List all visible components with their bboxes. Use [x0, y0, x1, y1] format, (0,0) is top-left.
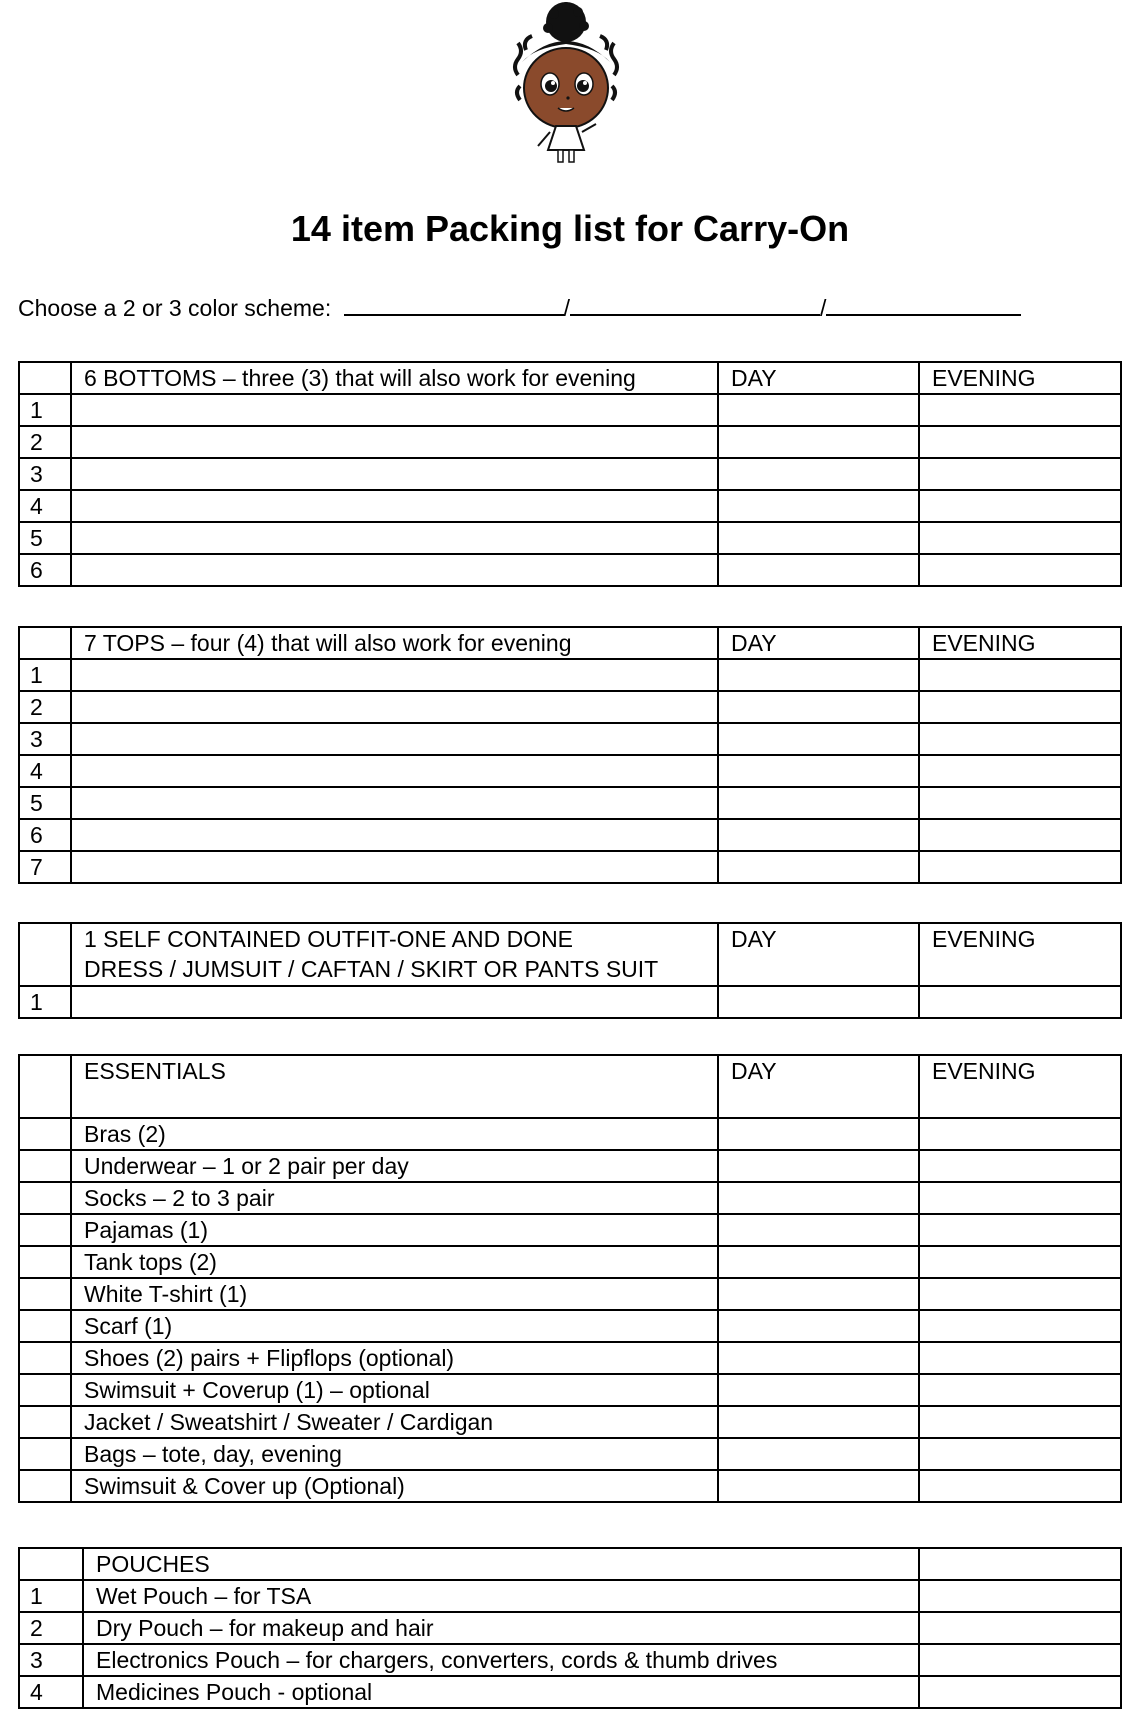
row-number: 4 [19, 1676, 83, 1708]
color-scheme-field-2[interactable] [570, 292, 820, 316]
table-header-row [19, 1055, 1121, 1118]
table-row [19, 1246, 1121, 1278]
evening-cell[interactable] [919, 986, 1121, 1018]
day-cell[interactable] [718, 659, 919, 691]
evening-cell[interactable] [919, 1470, 1121, 1502]
essentials-header: ESSENTIALS [71, 1055, 718, 1118]
table-row [19, 1118, 1121, 1150]
essential-item: Jacket / Sweatshirt / Sweater / Cardigan [71, 1406, 718, 1438]
color-scheme-separator: / [820, 295, 827, 321]
table-row [19, 1438, 1121, 1470]
row-number: 7 [19, 851, 71, 883]
day-cell[interactable] [718, 1214, 919, 1246]
item-cell[interactable] [71, 691, 718, 723]
outfit-header-line1: 1 SELF CONTAINED OUTFIT-ONE AND DONE [84, 926, 574, 952]
essential-item: Bags – tote, day, evening [71, 1438, 718, 1470]
essentials-table [18, 1054, 1122, 1503]
check-cell[interactable] [919, 1676, 1121, 1708]
day-cell[interactable] [718, 522, 919, 554]
cartoon-girl-icon [498, 0, 638, 165]
pouch-item: Wet Pouch – for TSA [83, 1580, 919, 1612]
item-cell[interactable] [71, 522, 718, 554]
item-cell[interactable] [71, 490, 718, 522]
day-cell[interactable] [718, 1374, 919, 1406]
evening-cell[interactable] [919, 1278, 1121, 1310]
table-row [19, 490, 1121, 522]
item-cell[interactable] [71, 659, 718, 691]
color-scheme-separator: / [563, 295, 570, 321]
evening-cell[interactable] [919, 554, 1121, 586]
page-title: 14 item Packing list for Carry-On [290, 208, 850, 249]
evening-cell[interactable] [919, 1374, 1121, 1406]
essential-item: Underwear – 1 or 2 pair per day [71, 1150, 718, 1182]
evening-cell[interactable] [919, 394, 1121, 426]
evening-cell[interactable] [919, 1342, 1121, 1374]
table-row [19, 787, 1121, 819]
row-number: 2 [19, 1612, 83, 1644]
table-row [19, 394, 1121, 426]
evening-cell[interactable] [919, 1406, 1121, 1438]
num-cell [19, 1438, 71, 1470]
row-number: 1 [19, 394, 71, 426]
row-number: 1 [19, 986, 71, 1018]
item-cell[interactable] [71, 755, 718, 787]
evening-cell[interactable] [919, 1150, 1121, 1182]
evening-cell[interactable] [919, 426, 1121, 458]
row-number: 1 [19, 659, 71, 691]
num-cell [19, 1214, 71, 1246]
evening-cell[interactable] [919, 755, 1121, 787]
evening-cell[interactable] [919, 723, 1121, 755]
row-number: 5 [19, 787, 71, 819]
evening-cell[interactable] [919, 1214, 1121, 1246]
table-row [19, 1612, 1121, 1644]
pouch-item: Electronics Pouch – for chargers, converters, cords & thumb drives [83, 1644, 919, 1676]
evening-cell[interactable] [919, 787, 1121, 819]
evening-cell[interactable] [919, 691, 1121, 723]
day-cell[interactable] [718, 1342, 919, 1374]
table-header-row [19, 627, 1121, 659]
evening-cell[interactable] [919, 659, 1121, 691]
day-cell[interactable] [718, 1438, 919, 1470]
evening-header: EVENING [919, 923, 1121, 986]
table-row [19, 1470, 1121, 1502]
outfit-table [18, 922, 1122, 1019]
evening-cell[interactable] [919, 851, 1121, 883]
table-row [19, 851, 1121, 883]
num-cell [19, 1278, 71, 1310]
table-row [19, 1310, 1121, 1342]
row-number: 5 [19, 522, 71, 554]
table-row [19, 755, 1121, 787]
num-header-cell [19, 362, 71, 394]
num-header-cell [19, 1055, 71, 1118]
evening-header: EVENING [919, 627, 1121, 659]
evening-cell[interactable] [919, 490, 1121, 522]
num-cell [19, 1246, 71, 1278]
day-header: DAY [718, 923, 919, 986]
table-row [19, 1278, 1121, 1310]
pouch-item: Dry Pouch – for makeup and hair [83, 1612, 919, 1644]
check-cell[interactable] [919, 1580, 1121, 1612]
item-cell[interactable] [71, 458, 718, 490]
day-cell[interactable] [718, 1310, 919, 1342]
evening-cell[interactable] [919, 1246, 1121, 1278]
table-header-row [19, 923, 1121, 986]
check-cell[interactable] [919, 1644, 1121, 1676]
day-cell[interactable] [718, 458, 919, 490]
num-cell [19, 1374, 71, 1406]
check-cell[interactable] [919, 1612, 1121, 1644]
table-header-row [19, 362, 1121, 394]
color-scheme-field-3[interactable] [826, 292, 1021, 316]
bottoms-header: 6 BOTTOMS – three (3) that will also work for evening [71, 362, 718, 394]
day-cell[interactable] [718, 691, 919, 723]
item-cell[interactable] [71, 426, 718, 458]
day-cell[interactable] [718, 1278, 919, 1310]
table-row [19, 522, 1121, 554]
day-cell[interactable] [718, 394, 919, 426]
day-cell[interactable] [718, 787, 919, 819]
evening-cell[interactable] [919, 819, 1121, 851]
num-cell [19, 1470, 71, 1502]
table-row [19, 1214, 1121, 1246]
color-scheme-field-1[interactable] [344, 292, 564, 316]
row-number: 6 [19, 554, 71, 586]
table-row [19, 1406, 1121, 1438]
item-cell[interactable] [71, 723, 718, 755]
evening-cell[interactable] [919, 458, 1121, 490]
num-cell [19, 1118, 71, 1150]
essential-item: Swimsuit & Cover up (Optional) [71, 1470, 718, 1502]
day-header: DAY [718, 362, 919, 394]
row-number: 4 [19, 490, 71, 522]
check-header-cell [919, 1548, 1121, 1580]
tops-table [18, 626, 1122, 884]
table-row [19, 458, 1121, 490]
table-row [19, 1150, 1121, 1182]
tops-header: 7 TOPS – four (4) that will also work for evening [71, 627, 718, 659]
day-header: DAY [718, 627, 919, 659]
table-row [19, 554, 1121, 586]
item-cell[interactable] [71, 787, 718, 819]
item-cell[interactable] [71, 851, 718, 883]
row-number: 2 [19, 691, 71, 723]
table-row [19, 691, 1121, 723]
bottoms-table [18, 361, 1122, 587]
table-header-row [19, 1548, 1121, 1580]
row-number: 3 [19, 458, 71, 490]
essential-item: Bras (2) [71, 1118, 718, 1150]
table-row [19, 1580, 1121, 1612]
num-header-cell [19, 923, 71, 986]
day-cell[interactable] [718, 426, 919, 458]
day-cell[interactable] [718, 1150, 919, 1182]
table-row [19, 1182, 1121, 1214]
evening-cell[interactable] [919, 522, 1121, 554]
evening-header: EVENING [919, 362, 1121, 394]
row-number: 3 [19, 723, 71, 755]
day-cell[interactable] [718, 1246, 919, 1278]
color-scheme-line [18, 292, 1021, 324]
evening-cell[interactable] [919, 1310, 1121, 1342]
table-row [19, 1374, 1121, 1406]
num-cell [19, 1150, 71, 1182]
day-cell[interactable] [718, 1118, 919, 1150]
row-number: 2 [19, 426, 71, 458]
day-cell[interactable] [718, 755, 919, 787]
num-header-cell [19, 1548, 83, 1580]
num-cell [19, 1182, 71, 1214]
evening-cell[interactable] [919, 1182, 1121, 1214]
item-cell[interactable] [71, 554, 718, 586]
day-cell[interactable] [718, 819, 919, 851]
outfit-header [71, 923, 718, 986]
essential-item: Socks – 2 to 3 pair [71, 1182, 718, 1214]
num-cell [19, 1310, 71, 1342]
item-cell[interactable] [71, 394, 718, 426]
row-number: 1 [19, 1580, 83, 1612]
day-cell[interactable] [718, 490, 919, 522]
day-cell[interactable] [718, 986, 919, 1018]
pouches-header: POUCHES [83, 1548, 919, 1580]
row-number: 6 [19, 819, 71, 851]
essential-item: Tank tops (2) [71, 1246, 718, 1278]
day-cell[interactable] [718, 1406, 919, 1438]
table-row [19, 723, 1121, 755]
day-header: DAY [718, 1055, 919, 1118]
table-row [19, 986, 1121, 1018]
evening-cell[interactable] [919, 1118, 1121, 1150]
pouches-table [18, 1547, 1122, 1709]
essential-item: Shoes (2) pairs + Flipflops (optional) [71, 1342, 718, 1374]
essential-item: White T-shirt (1) [71, 1278, 718, 1310]
evening-header: EVENING [919, 1055, 1121, 1118]
table-row [19, 426, 1121, 458]
table-row [19, 1676, 1121, 1708]
day-cell[interactable] [718, 1470, 919, 1502]
pouch-item: Medicines Pouch - optional [83, 1676, 919, 1708]
day-cell[interactable] [718, 554, 919, 586]
essential-item: Scarf (1) [71, 1310, 718, 1342]
num-cell [19, 1342, 71, 1374]
table-row [19, 1342, 1121, 1374]
item-cell[interactable] [71, 986, 718, 1018]
day-cell[interactable] [718, 1182, 919, 1214]
num-header-cell [19, 627, 71, 659]
essential-item: Swimsuit + Coverup (1) – optional [71, 1374, 718, 1406]
item-cell[interactable] [71, 819, 718, 851]
evening-cell[interactable] [919, 1438, 1121, 1470]
day-cell[interactable] [718, 851, 919, 883]
day-cell[interactable] [718, 723, 919, 755]
outfit-header-line2: DRESS / JUMSUIT / CAFTAN / SKIRT OR PANTS SUIT [84, 956, 659, 982]
color-scheme-label: Choose a 2 or 3 color scheme: [18, 295, 332, 321]
row-number: 3 [19, 1644, 83, 1676]
table-row [19, 819, 1121, 851]
num-cell [19, 1406, 71, 1438]
table-row [19, 1644, 1121, 1676]
row-number: 4 [19, 755, 71, 787]
table-row [19, 659, 1121, 691]
essential-item: Pajamas (1) [71, 1214, 718, 1246]
